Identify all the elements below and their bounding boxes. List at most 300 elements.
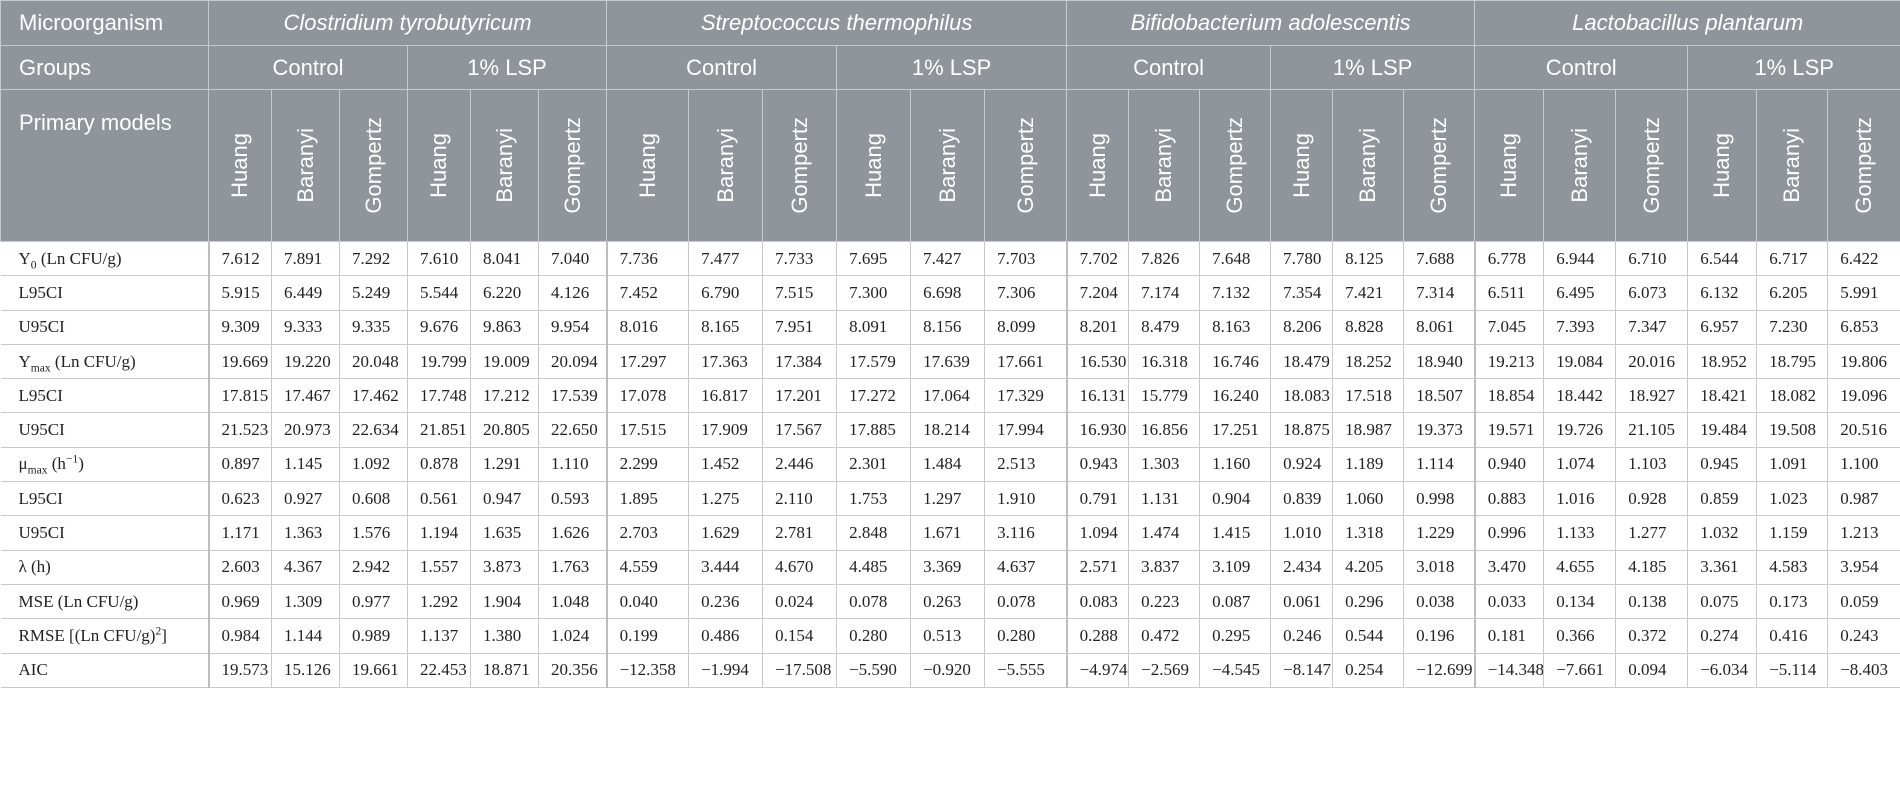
parameter-unit: (Ln CFU/g) [50,351,136,371]
table-cell: 19.220 [272,344,340,378]
table-body [1,242,1900,688]
table-cell: 9.335 [340,310,408,344]
table-cell: 1.024 [539,619,607,653]
table-cell: 8.016 [607,310,689,344]
table-cell: 2.446 [763,447,837,481]
table-cell: 6.205 [1757,276,1828,310]
model-header [911,90,985,242]
table-cell: 2.703 [607,516,689,550]
table-cell: 17.078 [607,379,689,413]
table-cell: 16.930 [1067,413,1129,447]
table-cell: 0.087 [1200,584,1271,618]
table-cell: 6.132 [1688,276,1757,310]
table-cell: −5.590 [837,653,911,687]
table-cell: 17.661 [985,344,1067,378]
table-cell: 0.236 [689,584,763,618]
table-cell: 0.223 [1129,584,1200,618]
table-cell: 19.484 [1688,413,1757,447]
table-cell: 1.137 [408,619,471,653]
table-cell: 1.671 [911,516,985,550]
table-cell: −6.034 [1688,653,1757,687]
table-cell: 0.083 [1067,584,1129,618]
table-cell: 1.160 [1200,447,1271,481]
table-cell: 0.928 [1616,482,1688,516]
table-cell: 1.557 [408,550,471,584]
table-cell: 5.249 [340,276,408,310]
model-header [1333,90,1404,242]
table-row [1,276,1900,310]
table-cell: 7.452 [607,276,689,310]
table-cell: 0.998 [1404,482,1475,516]
table-cell: 21.851 [408,413,471,447]
table-cell: 8.156 [911,310,985,344]
group-header: 1% LSP [837,46,1067,90]
parameter-unit: (h [47,454,66,474]
parameter-label [1,344,209,378]
parameter-label [1,653,209,687]
parameter-name: L95CI [18,282,63,302]
table-cell: 1.114 [1404,447,1475,481]
table-cell: 0.904 [1200,482,1271,516]
parameter-label [1,413,209,447]
table-cell: −4.974 [1067,653,1129,687]
model-header-label: Baranyi [491,128,517,203]
table-cell: 17.518 [1333,379,1404,413]
table-cell: 0.977 [340,584,408,618]
model-header [763,90,837,242]
table-cell: 17.748 [408,379,471,413]
table-cell: 15.779 [1129,379,1200,413]
header-row-microorganism [1,1,1900,46]
parameter-name: AIC [18,660,48,680]
model-header-label: Gompertz [1012,117,1038,214]
table-cell: 17.329 [985,379,1067,413]
table-cell: 1.277 [1616,516,1688,550]
parameter-label [1,310,209,344]
table-cell: 0.078 [837,584,911,618]
table-cell: 2.513 [985,447,1067,481]
table-cell: 17.297 [607,344,689,378]
model-header [985,90,1067,242]
parameter-label [1,447,209,481]
table-cell: 6.495 [1544,276,1616,310]
table-cell: 8.165 [689,310,763,344]
model-header [1200,90,1271,242]
table-cell: 1.297 [911,482,985,516]
table-cell: 7.826 [1129,242,1200,276]
table-cell: 1.415 [1200,516,1271,550]
table-cell: 0.372 [1616,619,1688,653]
table-cell: 0.078 [985,584,1067,618]
group-header: 1% LSP [1688,46,1900,90]
table-cell: 6.717 [1757,242,1828,276]
table-cell: 2.434 [1271,550,1333,584]
table-cell: 0.280 [837,619,911,653]
table-cell: 21.523 [209,413,272,447]
table-cell: 1.010 [1271,516,1333,550]
table-cell: 1.194 [408,516,471,550]
table-cell: 1.380 [471,619,539,653]
table-cell: 0.927 [272,482,340,516]
table-cell: 18.795 [1757,344,1828,378]
table-cell: 0.263 [911,584,985,618]
table-cell: 1.159 [1757,516,1828,550]
table-cell: 3.954 [1828,550,1900,584]
parameter-name: λ (h) [18,557,51,577]
table-cell: 19.508 [1757,413,1828,447]
table-cell: 9.863 [471,310,539,344]
table-cell: 17.815 [209,379,272,413]
table-cell: 7.951 [763,310,837,344]
table-cell: 17.363 [689,344,763,378]
table-cell: 17.539 [539,379,607,413]
model-header-label: Huang [860,133,886,198]
table-cell: 7.174 [1129,276,1200,310]
table-cell: 8.206 [1271,310,1333,344]
table-cell: 0.472 [1129,619,1200,653]
table-row [1,516,1900,550]
table-cell: 2.571 [1067,550,1129,584]
table-cell: 0.196 [1404,619,1475,653]
microorganism-header: Lactobacillus plantarum [1475,1,1900,46]
table-cell: 8.091 [837,310,911,344]
parameter-superscript: 2 [155,624,162,638]
table-cell: 16.240 [1200,379,1271,413]
model-header-label: Huang [1496,133,1522,198]
model-header [1404,90,1475,242]
parameter-name: U95CI [18,317,65,337]
parameter-name: L95CI [18,488,63,508]
table-cell: 1.189 [1333,447,1404,481]
table-cell: 6.957 [1688,310,1757,344]
table-cell: 20.516 [1828,413,1900,447]
table-cell: 7.354 [1271,276,1333,310]
table-cell: 2.301 [837,447,911,481]
parameter-unit-end: ) [78,454,84,474]
table-cell: 7.314 [1404,276,1475,310]
table-cell: 18.083 [1271,379,1333,413]
table-cell: 1.103 [1616,447,1688,481]
table-cell: 9.309 [209,310,272,344]
parameter-label [1,619,209,653]
model-header-label: Gompertz [360,117,386,214]
microorganism-header: Streptococcus thermophilus [607,1,1067,46]
table-cell: 8.201 [1067,310,1129,344]
table-cell: −5.114 [1757,653,1828,687]
table-cell: 6.778 [1475,242,1544,276]
table-cell: 22.634 [340,413,408,447]
table-cell: 1.635 [471,516,539,550]
table-cell: 17.994 [985,413,1067,447]
table-cell: 19.799 [408,344,471,378]
table-cell: 17.384 [763,344,837,378]
table-cell: 4.126 [539,276,607,310]
table-cell: 16.746 [1200,344,1271,378]
table-cell: 1.309 [272,584,340,618]
table-row [1,242,1900,276]
table-cell: 0.366 [1544,619,1616,653]
table-cell: 7.733 [763,242,837,276]
table-cell: 22.650 [539,413,607,447]
table-cell: 17.515 [607,413,689,447]
table-row [1,447,1900,481]
table-cell: 8.125 [1333,242,1404,276]
table-cell: 7.230 [1757,310,1828,344]
model-header-label: Gompertz [1851,117,1877,214]
model-header [272,90,340,242]
table-cell: 0.987 [1828,482,1900,516]
table-cell: 7.477 [689,242,763,276]
table-cell: 6.698 [911,276,985,310]
table-cell: 7.780 [1271,242,1333,276]
table-cell: 6.449 [272,276,340,310]
table-cell: 0.254 [1333,653,1404,687]
table-cell: 18.871 [471,653,539,687]
table-cell: 5.915 [209,276,272,310]
table-cell: 17.567 [763,413,837,447]
table-cell: 7.648 [1200,242,1271,276]
group-header: Control [1475,46,1688,90]
table-cell: 1.318 [1333,516,1404,550]
model-header [1757,90,1828,242]
table-cell: 0.883 [1475,482,1544,516]
table-cell: 0.134 [1544,584,1616,618]
model-header-label: Baranyi [1566,128,1592,203]
parameter-unit: (Ln CFU/g) [36,248,122,268]
table-cell: 1.094 [1067,516,1129,550]
table-cell: 19.213 [1475,344,1544,378]
table-cell: 2.603 [209,550,272,584]
parameter-name: MSE (Ln CFU/g) [18,591,139,611]
table-row [1,413,1900,447]
table-cell: 4.185 [1616,550,1688,584]
model-header-label: Gompertz [559,117,585,214]
table-cell: −1.994 [689,653,763,687]
table-cell: 19.806 [1828,344,1900,378]
table-cell: 0.878 [408,447,471,481]
table-cell: 7.688 [1404,242,1475,276]
model-header [539,90,607,242]
table-cell: 1.060 [1333,482,1404,516]
microorganism-row-label: Microorganism [1,1,209,46]
table-cell: 6.853 [1828,310,1900,344]
table-cell: 9.954 [539,310,607,344]
table-cell: 0.984 [209,619,272,653]
parameter-subscript: max [27,463,48,477]
table-row [1,482,1900,516]
table-cell: 1.363 [272,516,340,550]
table-cell: 0.947 [471,482,539,516]
table-cell: 0.246 [1271,619,1333,653]
table-row [1,310,1900,344]
table-cell: 3.837 [1129,550,1200,584]
table-cell: 18.507 [1404,379,1475,413]
table-cell: 19.573 [209,653,272,687]
table-cell: 18.940 [1404,344,1475,378]
table-cell: 3.470 [1475,550,1544,584]
table-cell: 0.859 [1688,482,1757,516]
table-cell: 6.790 [689,276,763,310]
table-cell: −8.403 [1828,653,1900,687]
table-cell: 0.924 [1271,447,1333,481]
table-cell: 1.910 [985,482,1067,516]
table-cell: 2.942 [340,550,408,584]
model-header-label: Baranyi [712,128,738,203]
parameter-subscript: 0 [30,258,37,272]
table-cell: 0.243 [1828,619,1900,653]
table-cell: 1.275 [689,482,763,516]
table-cell: 19.084 [1544,344,1616,378]
table-cell: 22.453 [408,653,471,687]
model-header [1271,90,1333,242]
table-cell: −8.147 [1271,653,1333,687]
table-cell: 4.367 [272,550,340,584]
table-cell: 7.610 [408,242,471,276]
parameter-label [1,379,209,413]
table-cell: 4.637 [985,550,1067,584]
table-row [1,550,1900,584]
table-cell: 7.045 [1475,310,1544,344]
table-cell: 5.991 [1828,276,1900,310]
header-row-groups [1,46,1900,90]
table-cell: 20.973 [272,413,340,447]
table-cell: 20.805 [471,413,539,447]
table-cell: 4.559 [607,550,689,584]
table-cell: 1.131 [1129,482,1200,516]
table-cell: 1.452 [689,447,763,481]
table-cell: 18.987 [1333,413,1404,447]
model-header-label: Huang [634,133,660,198]
table-cell: 1.763 [539,550,607,584]
parameter-label [1,276,209,310]
parameter-name: RMSE [(Ln CFU/g) [18,625,156,645]
parameter-label [1,516,209,550]
model-header-label: Baranyi [1151,128,1177,203]
table-cell: 1.048 [539,584,607,618]
table-cell: 1.110 [539,447,607,481]
model-header [1067,90,1129,242]
table-cell: 0.199 [607,619,689,653]
parameter-unit-superscript: −1 [65,452,79,466]
table-cell: 1.091 [1757,447,1828,481]
table-cell: 3.361 [1688,550,1757,584]
table-cell: 1.092 [340,447,408,481]
header-row-models [1,90,1900,242]
table-row [1,344,1900,378]
table-cell: −7.661 [1544,653,1616,687]
model-header [837,90,911,242]
table-cell: 6.544 [1688,242,1757,276]
table-cell: 4.670 [763,550,837,584]
table-cell: −17.508 [763,653,837,687]
table-cell: 1.144 [272,619,340,653]
table-cell: 7.891 [272,242,340,276]
table-cell: 1.213 [1828,516,1900,550]
table-cell: 19.571 [1475,413,1544,447]
table-cell: 3.018 [1404,550,1475,584]
table-cell: 0.996 [1475,516,1544,550]
table-cell: 1.904 [471,584,539,618]
table-cell: 1.100 [1828,447,1900,481]
table-cell: 1.023 [1757,482,1828,516]
model-header-label: Gompertz [1426,117,1452,214]
group-header: Control [1067,46,1271,90]
table-cell: 7.703 [985,242,1067,276]
table-cell: 1.626 [539,516,607,550]
table-cell: 21.105 [1616,413,1688,447]
table-cell: 0.513 [911,619,985,653]
table-cell: 17.885 [837,413,911,447]
table-cell: 6.220 [471,276,539,310]
table-cell: 7.421 [1333,276,1404,310]
table-cell: 1.484 [911,447,985,481]
table-cell: 8.828 [1333,310,1404,344]
table-cell: 18.854 [1475,379,1544,413]
table-cell: 18.875 [1271,413,1333,447]
table-cell: 4.655 [1544,550,1616,584]
table-cell: 18.479 [1271,344,1333,378]
table-cell: 7.300 [837,276,911,310]
table-cell: 7.393 [1544,310,1616,344]
table-cell: −5.555 [985,653,1067,687]
table-cell: 2.781 [763,516,837,550]
groups-row-label: Groups [1,46,209,90]
table-cell: 0.608 [340,482,408,516]
table-cell: 7.427 [911,242,985,276]
table-cell: 0.943 [1067,447,1129,481]
table-cell: 18.442 [1544,379,1616,413]
table-cell: 17.909 [689,413,763,447]
model-header [1129,90,1200,242]
table-cell: 20.016 [1616,344,1688,378]
table-cell: 3.116 [985,516,1067,550]
parameter-name: U95CI [18,420,65,440]
table-cell: 8.163 [1200,310,1271,344]
table-cell: 18.214 [911,413,985,447]
table-cell: 5.544 [408,276,471,310]
table-cell: 7.132 [1200,276,1271,310]
table-cell: 1.292 [408,584,471,618]
parameter-label [1,550,209,584]
table-cell: 18.927 [1616,379,1688,413]
model-header-label: Huang [1709,133,1735,198]
table-cell: 4.485 [837,550,911,584]
table-cell: 0.295 [1200,619,1271,653]
table-cell: 6.944 [1544,242,1616,276]
table-cell: 19.661 [340,653,408,687]
group-header: 1% LSP [1271,46,1475,90]
model-header-label: Huang [426,133,451,198]
microorganism-header: Bifidobacterium adolescentis [1067,1,1475,46]
table-cell: 16.131 [1067,379,1129,413]
table-cell: 1.229 [1404,516,1475,550]
table-cell: 16.530 [1067,344,1129,378]
table-cell: 20.048 [340,344,408,378]
table-cell: 19.009 [471,344,539,378]
table-cell: −12.699 [1404,653,1475,687]
group-header: Control [607,46,837,90]
table-cell: 0.040 [607,584,689,618]
table-cell: 0.486 [689,619,763,653]
table-cell: 0.154 [763,619,837,653]
parameter-name: μ [18,454,28,474]
table-cell: 0.544 [1333,619,1404,653]
model-header-label: Gompertz [1638,117,1664,214]
table-cell: 1.016 [1544,482,1616,516]
table-cell: 20.356 [539,653,607,687]
table-cell: 19.669 [209,344,272,378]
table-row [1,619,1900,653]
